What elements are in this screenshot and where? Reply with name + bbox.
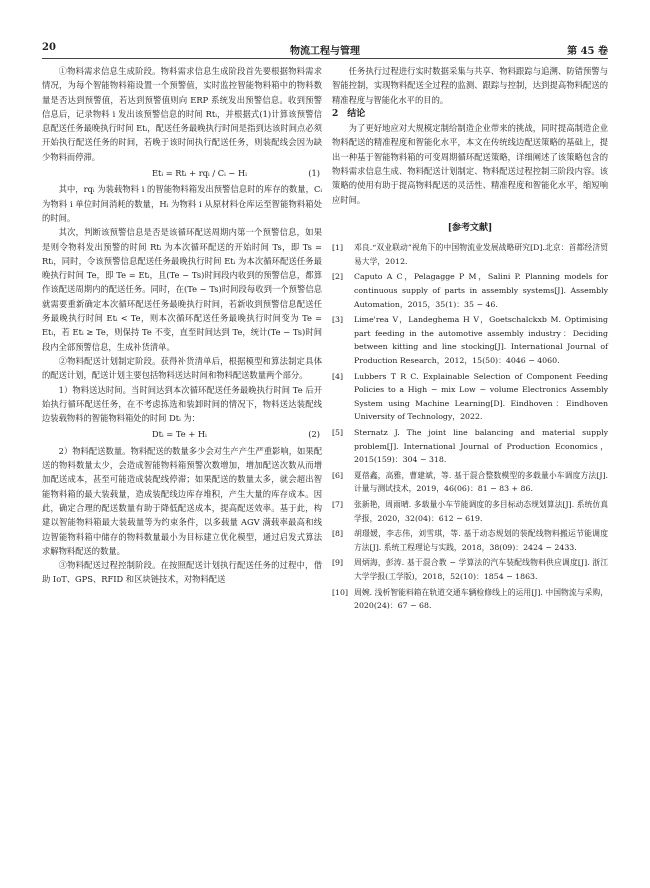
reference-text: 周炳海，彭涛. 基于混合教 − 学算法的汽车装配线物料供应调度[J]. 浙江大学学报(工学版)，2018，52(10)：1854 − 1863. — [354, 558, 608, 581]
reference-item — [332, 370, 608, 424]
reference-number: [3] — [332, 315, 344, 325]
reference-item — [332, 498, 608, 525]
paragraph-demand-stage: ①物料需求信息生成阶段。物料需求信息生成阶段首先要根据物料需求情况，为每个智能物料箱设置一个预警值，实时监控智能物料箱中的物料数量是否达到预警值，若达到预警值则向 ERP 系统发出预警信息。收到预警信息后，记录物料 i 发出该预警信息的时间 Rtᵢ，并根据式(1)计算该预警信息配送任务最晚执行时间 Etᵢ，配送任务最晚执行时间是指到达该时间点必须开始执行配送任务的时间，若晚于该时间执行配送任务，则装配线会因为缺少物料而停滞。 — [42, 66, 322, 162]
reference-item — [332, 426, 608, 467]
equation-2-number: (2) — [308, 429, 320, 440]
equation-1-number: (1) — [308, 168, 320, 179]
reference-text: 夏蓓鑫，高雅，曹建斌，等. 基于混合整数模型的多载量小车调度方法[J]. 计量与测试技术，2019，46(06)：81 − 83 + 86. — [354, 470, 608, 494]
reference-text: 邓良.“双业联动”视角下的中国物流业发展战略研究[D].北京：首都经济贸易大学，2012. — [354, 243, 608, 266]
equation-2-body: Dtᵢ = Te + Hᵢ — [152, 429, 207, 440]
reference-text: Lubbers T R C. Explainable Selection of Component Feeding Policies to a High − mix Low − volume Electronics Assembly System using Machine Learning[D]. Eindhoven：Eindhoven University of Technology，2022. — [354, 371, 608, 422]
section-heading-conclusion: 2 结论 — [332, 108, 366, 119]
reference-number: [9] — [332, 558, 344, 568]
reference-item — [332, 313, 608, 367]
paragraph-control-continued: 任务执行过程进行实时数据采集与共享、物料跟踪与追溯、防错预警与智能控制，实现物料配送全过程的监测、跟踪与控制，达到提高物料配送的精准程度与智能化水平的目的。 — [332, 66, 608, 105]
reference-text: Caputo A C，Pelagagge P M，Salini P. Planning models for continuous supply of parts in assembly systems[J]. Assembly Automation，2015，35(1)：35 − 46. — [354, 272, 608, 309]
reference-text: Sternatz J. The joint line balancing and material supply problem[J]. International Journal of Production Economics，2015(159)：304 − 318. — [354, 427, 608, 465]
paragraph-variables: 其中，rqᵢ 为装载物料 i 的智能物料箱发出预警信息时的库存的数量，Cᵢ 为物料 i 单位时间消耗的数量，Hᵢ 为物料 i 从原材料仓库运至智能物料箱处的时间。 — [42, 184, 322, 223]
left-column — [42, 64, 322, 587]
paragraph-plan-stage: ②物料配送计划制定阶段。获得补货清单后，根据模型和算法制定具体的配送计划，配送计划主要包括物料送达时间和物料配送数量两个部分。 — [42, 355, 322, 381]
running-header — [42, 40, 608, 56]
reference-item — [332, 527, 608, 554]
reference-number: [5] — [332, 427, 344, 437]
reference-item — [332, 241, 608, 268]
right-column — [332, 64, 608, 615]
reference-text: 胡璟媛，李志伟，刘雪琪，等. 基于动态规划的装配线物料搬运节能调度方法[J]. 系统工程理论与实践，2018，38(09)：2424 − 2433. — [354, 529, 608, 552]
paragraph-delivery-quantity: 2）物料配送数量。物料配送的数量多少会对生产产生严重影响，如果配送的物料数量太少，会造成智能物料箱预警次数增加，增加配送次数从而增加配送成本，甚至可能造成装配线停滞；如果配送的数量太多，就会超出智能物料箱的最大装载量，造成装配线边库存堆积，产生大量的库存成本。因此，确定合理的配送数量有助于降低配送成本，提高配送效率。基于此，构建以智能物料箱最大装载量等为约束条件，以多载量 AGV 满载率最高和线边智能物料箱中储存的物料数量最小为目标建立优化模型，通过启发式算法求解物料配送的数量。 — [42, 445, 322, 556]
reference-item — [332, 469, 608, 496]
reference-list — [332, 241, 608, 612]
header-rule — [42, 58, 608, 59]
reference-number: [1] — [332, 243, 344, 253]
reference-item — [332, 556, 608, 583]
references-heading: [参考文献] — [447, 222, 493, 233]
volume-label: 第 45 卷 — [567, 46, 608, 57]
page-number: 20 — [42, 42, 56, 53]
paragraph-conclusion: 为了更好地应对大规模定制给制造企业带来的挑战，同时提高制造企业物料配送的精准程度和智能化水平，本文在传统线边配送策略的基础上，提出一种基于智能物料箱的可变周期循环配送策略，详细阐述了该策略包含的物料需求信息生成、物料配送计划制定、物料配送过程控制三阶段内容。该策略的使用有助于提高物料配送的灵活性、精准程度和智能化水平，缩短响应时间。 — [332, 123, 608, 205]
reference-item — [332, 270, 608, 311]
reference-text: Lime'rea V，Landeghema H V，Goetschalckxb M. Optimising part feeding in the automotive assembly industry：Deciding between kitting and line stocking[J]. International Journal of Production Research，2012，15(50)：4046 − 4060. — [354, 315, 608, 366]
reference-text: 周婉. 浅析智能料箱在轨道交通车辆检修线上的运用[J]. 中国物流与采购，2020(24)：67 − 68. — [354, 587, 608, 611]
reference-item — [332, 586, 608, 613]
reference-text: 张新艳，周雨晴. 多载量小车节能调度的多目标动态规划算法[J]. 系统仿真学报，2020，32(04)：612 − 619. — [354, 499, 608, 523]
equation-1 — [42, 166, 322, 180]
journal-title: 物流工程与管理 — [290, 46, 360, 57]
equation-2 — [42, 427, 322, 441]
reference-number: [4] — [332, 371, 344, 381]
reference-number: [6] — [332, 470, 344, 480]
reference-number: [2] — [332, 272, 344, 282]
reference-number: [7] — [332, 499, 344, 509]
reference-number: [10] — [332, 587, 349, 597]
reference-number: [8] — [332, 529, 344, 539]
paragraph-cycle-logic: 其次，判断该预警信息是否是该循环配送周期内第一个预警信息，如果是则令物料发出预警的时间 Rtᵢ 为本次循环配送的开始时间 Ts，即 Ts = Rtᵢ，同时，令该预警信息配送任务最晚执行时间 Etᵢ 为本次循环配送任务最晚执行时间 Te，即 Te = Etᵢ，且(Te − Ts)时间段内收到的预警信息，都算作该配送周期内的配送任务。同时，在(Te − Ts)时间段每收到一个预警信息就需要重新确定本次循环配送任务最晚执行时间，若新收到预警信息配送任务最晚执行时间 Etᵢ < Te，则本次循环配送任务最晚执行时间变为 Te = Etᵢ，若 Etᵢ ≥ Te，则保持 Te 不变，直至时间达到 Te，统计(Te − Ts)时间段内全部预警信息，生成补货清单。 — [42, 227, 322, 352]
paragraph-delivery-time: 1）物料送达时间。当时间达到本次循环配送任务最晚执行时间 Te 后开始执行循环配送任务，在不考虑拣选和装卸时间的情况下，物料送达装配线边装载物料的智能物料箱处的时间 Dtᵢ 为： — [42, 384, 322, 424]
paragraph-control-stage: ③物料配送过程控制阶段。在按照配送计划执行配送任务的过程中，借助 IoT、GPS、RFID 和区块链技术，对物料配送 — [42, 560, 322, 585]
equation-1-body: Etᵢ = Rtᵢ + rqᵢ / Cᵢ − Hᵢ — [152, 168, 247, 179]
